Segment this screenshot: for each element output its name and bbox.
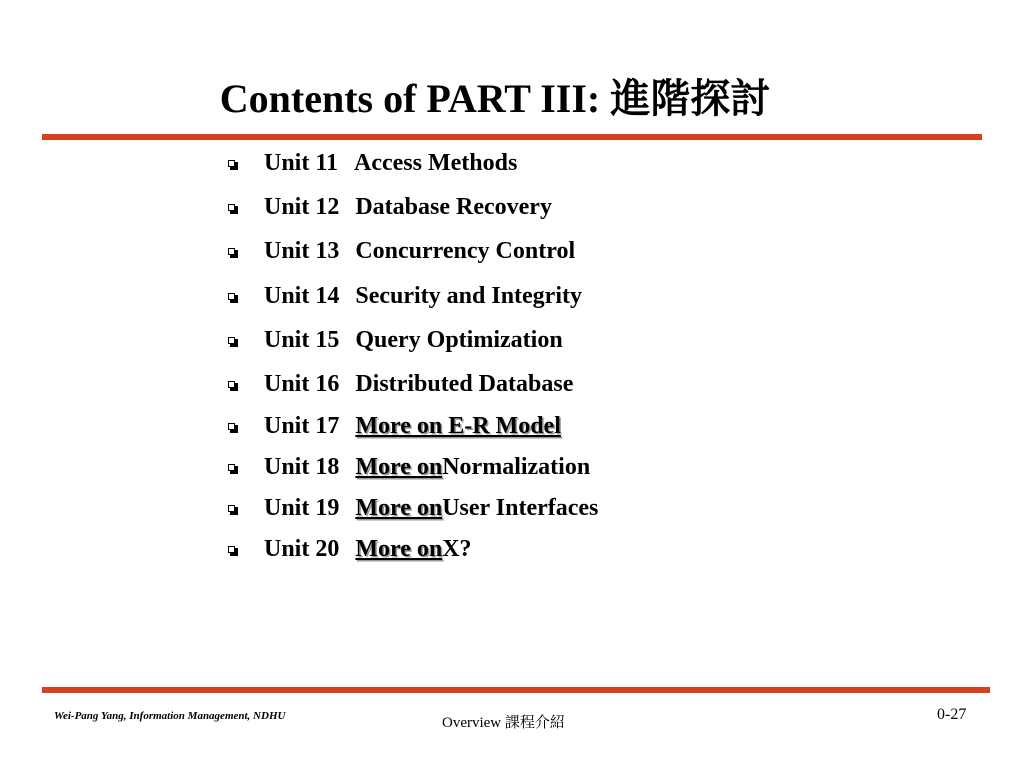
hollow-square-bullet-icon	[228, 423, 238, 433]
unit-number: Unit 20	[264, 535, 340, 562]
unit-topic: Database Recovery	[355, 193, 552, 220]
hollow-square-bullet-icon	[228, 337, 238, 347]
hollow-square-bullet-icon	[228, 505, 238, 515]
unit-topic: Normalization	[442, 453, 591, 480]
unit-topic: Query Optimization	[355, 326, 563, 353]
unit-list-item	[228, 408, 561, 444]
hollow-square-bullet-icon	[228, 293, 238, 303]
title-divider	[42, 134, 982, 140]
page-number: 0-27	[937, 706, 967, 723]
unit-list-item	[228, 278, 582, 314]
unit-emphasis: More on	[355, 494, 443, 521]
hollow-square-bullet-icon	[228, 160, 238, 170]
unit-topic: X?	[442, 535, 472, 562]
unit-emphasis: More on	[355, 453, 443, 480]
unit-topic: Concurrency Control	[355, 237, 576, 264]
unit-number: Unit 15	[264, 326, 340, 353]
unit-topic: User Interfaces	[442, 494, 599, 521]
unit-list-item	[228, 490, 598, 526]
unit-number: Unit 16	[264, 370, 340, 397]
unit-list-item	[228, 145, 517, 181]
unit-number: Unit 13	[264, 237, 340, 264]
hollow-square-bullet-icon	[228, 248, 238, 258]
unit-emphasis: More on E-R Model	[355, 412, 561, 439]
hollow-square-bullet-icon	[228, 464, 238, 474]
unit-topic: Access Methods	[354, 149, 518, 176]
hollow-square-bullet-icon	[228, 546, 238, 556]
footer-course-label: Overview 課程介紹	[442, 715, 565, 731]
unit-list-item	[228, 189, 552, 225]
unit-list-item	[228, 449, 590, 485]
unit-list-item	[228, 531, 472, 567]
unit-number: Unit 14	[264, 282, 340, 309]
unit-number: Unit 12	[264, 193, 340, 220]
footer-author: Wei-Pang Yang, Information Management, NDHU	[54, 710, 286, 722]
unit-list-item	[228, 322, 563, 358]
hollow-square-bullet-icon	[228, 204, 238, 214]
footer-divider	[42, 687, 990, 693]
unit-emphasis: More on	[355, 535, 443, 562]
unit-number: Unit 18	[264, 453, 340, 480]
unit-number: Unit 19	[264, 494, 340, 521]
unit-list-item	[228, 233, 575, 269]
hollow-square-bullet-icon	[228, 381, 238, 391]
unit-topic: Distributed Database	[355, 370, 574, 397]
unit-topic: Security and Integrity	[355, 282, 582, 309]
unit-number: Unit 17	[264, 412, 340, 439]
slide-title: Contents of PART III: 進階探討	[219, 76, 771, 121]
unit-number: Unit 11	[264, 149, 339, 176]
unit-list-item	[228, 366, 573, 402]
